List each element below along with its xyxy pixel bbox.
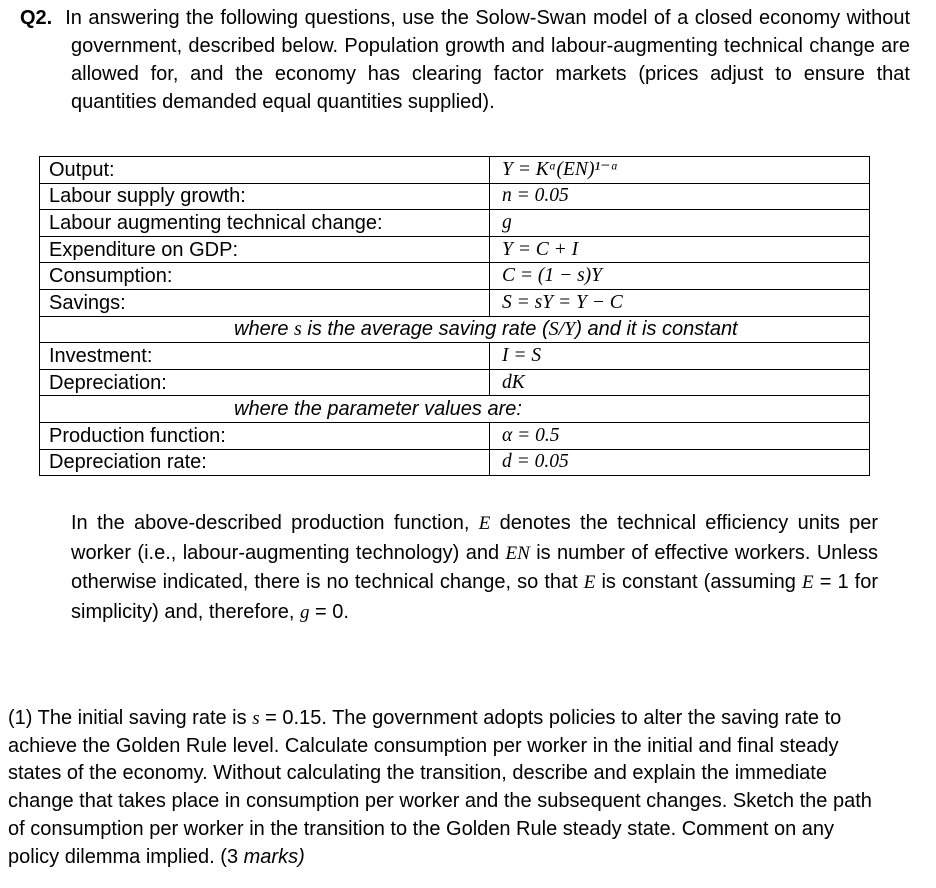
row-label: Output: xyxy=(40,157,490,184)
row-equation: Y = C + I xyxy=(490,236,870,263)
table-note-row xyxy=(40,316,870,343)
model-table xyxy=(39,156,870,476)
table-row xyxy=(40,369,870,396)
table-row xyxy=(40,236,870,263)
question-intro: In answering the following questions, use the Solow-Swan model of a closed economy without government, described below. Population growth and labour-augmenting technical change are allowed for, and the economy has clearing factor markets (prices adjust to ensure that quantities demanded equal quantities supplied). xyxy=(65,7,910,113)
part-1-question: (1) The initial saving rate is s = 0.15. The government adopts policies to alter the saving rate to achieve the Golden Rule level. Calculate consumption per worker in the initial and final steady states of the economy. Without calculating the transition, describe and explain the immediate change that takes place in consumption per worker and the subsequent changes. Sketch the path of consumption per worker in the transition to the Golden Rule steady state. Comment on any policy dilemma implied. (3 marks) xyxy=(8,707,872,868)
table-row xyxy=(40,449,870,476)
row-equation: S = sY = Y − C xyxy=(490,289,870,316)
row-label: Savings: xyxy=(40,289,490,316)
table-row xyxy=(40,422,870,449)
question-number: Q2. xyxy=(20,7,53,29)
row-equation: C = (1 − s)Y xyxy=(490,263,870,290)
row-label: Production function: xyxy=(40,422,490,449)
marks-label: marks) xyxy=(243,845,305,868)
row-equation: d = 0.05 xyxy=(490,449,870,476)
row-equation: g xyxy=(490,210,870,237)
table-row xyxy=(40,210,870,237)
row-equation: I = S xyxy=(490,343,870,370)
row-label: Labour supply growth: xyxy=(40,183,490,210)
table-row xyxy=(40,289,870,316)
table-note-row xyxy=(40,396,870,423)
saving-rate-note: where s is the average saving rate (S/Y) and it is constant xyxy=(40,316,870,343)
row-label: Consumption: xyxy=(40,263,490,290)
row-equation: n = 0.05 xyxy=(490,183,870,210)
explanation-paragraph: In the above-described production function, E denotes the technical efficiency units per worker (i.e., labour-augmenting technology) and EN is number of effective workers. Unless otherwise indicated, there is no technical change, so that E is constant (assuming E = 1 for simplicity) and, therefore, g = 0. xyxy=(71,512,879,623)
table-row xyxy=(40,263,870,290)
row-label: Investment: xyxy=(40,343,490,370)
row-equation: α = 0.5 xyxy=(490,422,870,449)
row-label: Labour augmenting technical change: xyxy=(40,210,490,237)
table-row xyxy=(40,157,870,184)
row-label: Depreciation rate: xyxy=(40,449,490,476)
row-equation: dK xyxy=(490,369,870,396)
row-label: Expenditure on GDP: xyxy=(40,236,490,263)
question-intro-block xyxy=(20,4,910,116)
table-row xyxy=(40,183,870,210)
parameter-note: where the parameter values are: xyxy=(40,396,870,423)
question-header xyxy=(20,4,910,116)
table-row xyxy=(40,343,870,370)
row-label: Depreciation: xyxy=(40,369,490,396)
row-equation: Y = Kᵅ(EN)¹⁻ᵅ xyxy=(490,157,870,184)
